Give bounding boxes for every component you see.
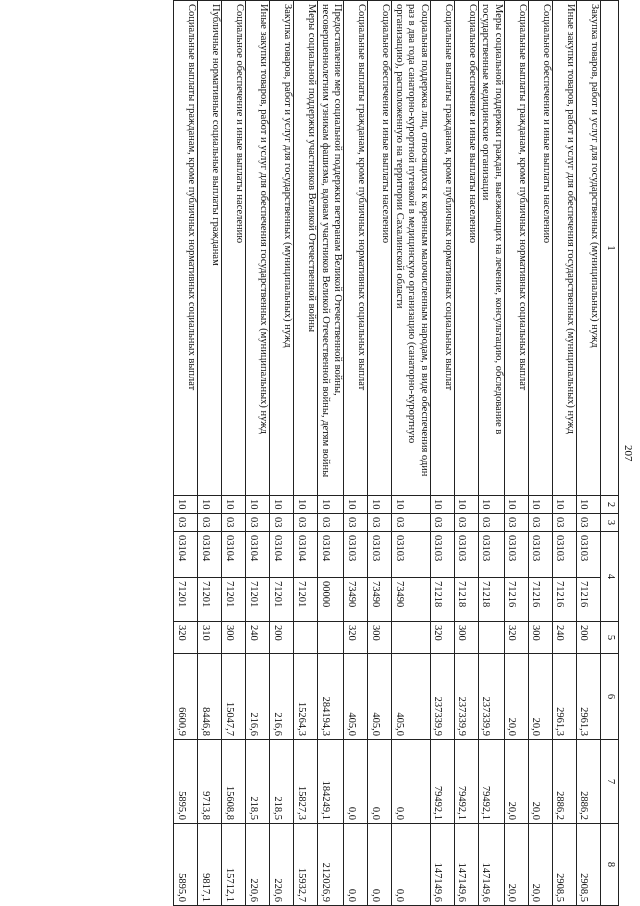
row-subsection: 03 [431, 514, 455, 532]
row-name: Меры социальной поддержки граждан, выезжающих на лечение, консультацию, обследование в государственные медицинские организации [479, 1, 505, 496]
header-row [601, 1, 619, 906]
row-value-col7: 0,0 [392, 740, 431, 824]
row-value-col7: 2886,2 [577, 740, 601, 824]
row-value-col8: 2908,5 [553, 824, 577, 906]
row-program-code: 03104 [222, 532, 246, 578]
row-value-col6: 8446,8 [198, 654, 222, 740]
row-value-col8: 5895,0 [174, 824, 198, 906]
row-section: 10 [455, 496, 479, 514]
row-value-col6: 405,0 [392, 654, 431, 740]
row-program-code: 03103 [431, 532, 455, 578]
row-value-col6: 284194,3 [318, 654, 344, 740]
row-section: 10 [505, 496, 529, 514]
table-row [222, 1, 246, 906]
row-value-col6: 6600,9 [174, 654, 198, 740]
row-value-col6: 237339,9 [479, 654, 505, 740]
row-program-code: 03104 [246, 532, 270, 578]
table-row [270, 1, 294, 906]
row-direction-code: 71201 [222, 578, 246, 622]
row-value-col8: 220,6 [270, 824, 294, 906]
row-subsection: 03 [344, 514, 368, 532]
row-value-col7: 0,0 [368, 740, 392, 824]
row-name: Меры социальной поддержки участников Великой Отечественной войны [294, 1, 318, 496]
row-program-code: 03103 [479, 532, 505, 578]
row-value-col8: 147149,6 [479, 824, 505, 906]
row-direction-code: 71218 [455, 578, 479, 622]
row-direction-code: 00000 [318, 578, 344, 622]
row-expense-type: 320 [174, 622, 198, 654]
header-col-7: 7 [601, 740, 619, 824]
row-direction-code: 71201 [294, 578, 318, 622]
row-value-col7: 79492,1 [455, 740, 479, 824]
row-subsection: 03 [455, 514, 479, 532]
row-name: Предоставление мер социальной поддержки ветеранам Великой Отечественной войны, несовершеннолетним узникам фашизма, вдовам участников Великой Отечественной войны, детям войны [318, 1, 344, 496]
row-value-col8: 9817,1 [198, 824, 222, 906]
row-section: 10 [577, 496, 601, 514]
row-direction-code: 73490 [368, 578, 392, 622]
table-row [294, 1, 318, 906]
table-row [198, 1, 222, 906]
row-value-col8: 15712,1 [222, 824, 246, 906]
row-expense-type: 300 [368, 622, 392, 654]
row-expense-type: 200 [270, 622, 294, 654]
row-value-col7: 79492,1 [431, 740, 455, 824]
row-expense-type: 300 [222, 622, 246, 654]
table-row [392, 1, 431, 906]
row-program-code: 03103 [344, 532, 368, 578]
row-subsection: 03 [270, 514, 294, 532]
table-row [368, 1, 392, 906]
row-direction-code: 71216 [505, 578, 529, 622]
row-subsection: 03 [174, 514, 198, 532]
row-expense-type [318, 622, 344, 654]
row-name: Социальная поддержка лиц, относящихся к коренным малочисленным народам, в виде обеспечения один раз в два года санаторно-курортной путевкой в медицинскую организацию (санаторно-курортную организацию), расположенную на территории Сахалинской области [392, 1, 431, 496]
row-expense-type: 240 [553, 622, 577, 654]
row-section: 10 [246, 496, 270, 514]
row-value-col7: 0,0 [344, 740, 368, 824]
row-expense-type: 300 [455, 622, 479, 654]
row-expense-type: 320 [344, 622, 368, 654]
row-section: 10 [479, 496, 505, 514]
row-expense-type: 320 [431, 622, 455, 654]
row-value-col8: 20,0 [505, 824, 529, 906]
row-value-col6: 20,0 [505, 654, 529, 740]
row-subsection: 03 [222, 514, 246, 532]
row-expense-type: 320 [505, 622, 529, 654]
row-value-col7: 218,5 [246, 740, 270, 824]
row-value-col6: 237339,9 [455, 654, 479, 740]
row-expense-type: 300 [529, 622, 553, 654]
row-direction-code: 71216 [529, 578, 553, 622]
row-value-col6: 2961,3 [577, 654, 601, 740]
row-direction-code: 71216 [577, 578, 601, 622]
row-value-col7: 20,0 [529, 740, 553, 824]
row-section: 10 [270, 496, 294, 514]
table-row [455, 1, 479, 906]
row-subsection: 03 [246, 514, 270, 532]
row-section: 10 [294, 496, 318, 514]
table-row [344, 1, 368, 906]
row-value-col7: 184249,1 [318, 740, 344, 824]
row-subsection: 03 [392, 514, 431, 532]
row-program-code: 03103 [392, 532, 431, 578]
row-subsection: 03 [368, 514, 392, 532]
row-name: Социальное обеспечение и иные выплаты населению [455, 1, 479, 496]
header-col-4: 4 [601, 532, 619, 622]
row-expense-type [294, 622, 318, 654]
row-value-col8: 0,0 [368, 824, 392, 906]
row-subsection: 03 [529, 514, 553, 532]
row-value-col8: 0,0 [392, 824, 431, 906]
row-direction-code: 71201 [198, 578, 222, 622]
table-row [505, 1, 529, 906]
row-program-code: 03104 [318, 532, 344, 578]
table-row [529, 1, 553, 906]
row-value-col7: 15608,8 [222, 740, 246, 824]
row-name: Иные закупки товаров, работ и услуг для обеспечения государственных (муниципальных) нужд [553, 1, 577, 496]
row-section: 10 [553, 496, 577, 514]
row-program-code: 03103 [577, 532, 601, 578]
row-name: Социальное обеспечение и иные выплаты населению [368, 1, 392, 496]
row-value-col8: 15932,7 [294, 824, 318, 906]
row-value-col7: 5895,0 [174, 740, 198, 824]
row-value-col7: 20,0 [505, 740, 529, 824]
row-program-code: 03103 [553, 532, 577, 578]
row-program-code: 03103 [455, 532, 479, 578]
row-name: Социальное обеспечение и иные выплаты населению [529, 1, 553, 496]
row-expense-type [392, 622, 431, 654]
table-row [553, 1, 577, 906]
row-value-col6: 20,0 [529, 654, 553, 740]
row-value-col6: 2961,3 [553, 654, 577, 740]
row-section: 10 [368, 496, 392, 514]
row-value-col7: 15827,3 [294, 740, 318, 824]
row-name: Закупка товаров, работ и услуг для государственных (муниципальных) нужд [577, 1, 601, 496]
row-section: 10 [318, 496, 344, 514]
header-col-3: 3 [601, 514, 619, 532]
row-direction-code: 71216 [553, 578, 577, 622]
row-direction-code: 71218 [479, 578, 505, 622]
budget-table [174, 0, 620, 906]
row-value-col6: 405,0 [368, 654, 392, 740]
row-program-code: 03104 [270, 532, 294, 578]
row-program-code: 03103 [368, 532, 392, 578]
row-subsection: 03 [479, 514, 505, 532]
row-section: 10 [529, 496, 553, 514]
row-direction-code: 71218 [431, 578, 455, 622]
row-value-col6: 216,6 [270, 654, 294, 740]
row-name: Социальное обеспечение и иные выплаты населению [222, 1, 246, 496]
row-name: Публичные нормативные социальные выплаты гражданам [198, 1, 222, 496]
header-col-6: 6 [601, 654, 619, 740]
table-row [431, 1, 455, 906]
row-name: Социальные выплаты гражданам, кроме публичных нормативных социальных выплат [431, 1, 455, 496]
row-program-code: 03104 [198, 532, 222, 578]
row-section: 10 [344, 496, 368, 514]
row-subsection: 03 [553, 514, 577, 532]
header-col-5: 5 [601, 622, 619, 654]
row-direction-code: 71201 [246, 578, 270, 622]
row-value-col8: 147149,6 [455, 824, 479, 906]
row-program-code: 03103 [529, 532, 553, 578]
row-name: Закупка товаров, работ и услуг для государственных (муниципальных) нужд [270, 1, 294, 496]
row-program-code: 03104 [294, 532, 318, 578]
page-number: 207 [622, 445, 634, 462]
row-name: Социальные выплаты гражданам, кроме публичных нормативных социальных выплат [505, 1, 529, 496]
row-value-col8: 20,0 [529, 824, 553, 906]
row-name: Иные закупки товаров, работ и услуг для обеспечения государственных (муниципальных) нужд [246, 1, 270, 496]
header-col-8: 8 [601, 824, 619, 906]
row-subsection: 03 [294, 514, 318, 532]
row-value-col7: 2886,2 [553, 740, 577, 824]
row-subsection: 03 [505, 514, 529, 532]
row-subsection: 03 [318, 514, 344, 532]
row-value-col7: 218,5 [270, 740, 294, 824]
row-section: 10 [431, 496, 455, 514]
row-value-col6: 15264,3 [294, 654, 318, 740]
row-value-col8: 2908,5 [577, 824, 601, 906]
row-subsection: 03 [577, 514, 601, 532]
table-row [577, 1, 601, 906]
row-expense-type: 200 [577, 622, 601, 654]
header-col-2: 2 [601, 496, 619, 514]
row-value-col6: 237339,9 [431, 654, 455, 740]
row-section: 10 [198, 496, 222, 514]
row-expense-type: 240 [246, 622, 270, 654]
row-program-code: 03103 [505, 532, 529, 578]
row-expense-type [479, 622, 505, 654]
row-direction-code: 71201 [174, 578, 198, 622]
row-expense-type: 310 [198, 622, 222, 654]
row-value-col8: 147149,6 [431, 824, 455, 906]
row-section: 10 [174, 496, 198, 514]
row-name: Социальные выплаты гражданам, кроме публичных нормативных социальных выплат [174, 1, 198, 496]
table-row [318, 1, 344, 906]
row-value-col6: 405,0 [344, 654, 368, 740]
row-value-col7: 79492,1 [479, 740, 505, 824]
header-col-1: 1 [601, 1, 619, 496]
table-row [174, 1, 198, 906]
table-body [174, 1, 601, 906]
row-value-col6: 216,6 [246, 654, 270, 740]
row-program-code: 03104 [174, 532, 198, 578]
row-value-col7: 9713,8 [198, 740, 222, 824]
row-value-col8: 212026,9 [318, 824, 344, 906]
row-name: Социальные выплаты гражданам, кроме публичных нормативных социальных выплат [344, 1, 368, 496]
row-direction-code: 73490 [392, 578, 431, 622]
row-direction-code: 73490 [344, 578, 368, 622]
row-value-col8: 220,6 [246, 824, 270, 906]
row-value-col6: 15047,7 [222, 654, 246, 740]
row-subsection: 03 [198, 514, 222, 532]
table-row [479, 1, 505, 906]
row-value-col8: 0,0 [344, 824, 368, 906]
row-section: 10 [222, 496, 246, 514]
row-direction-code: 71201 [270, 578, 294, 622]
row-section: 10 [392, 496, 431, 514]
table-row [246, 1, 270, 906]
